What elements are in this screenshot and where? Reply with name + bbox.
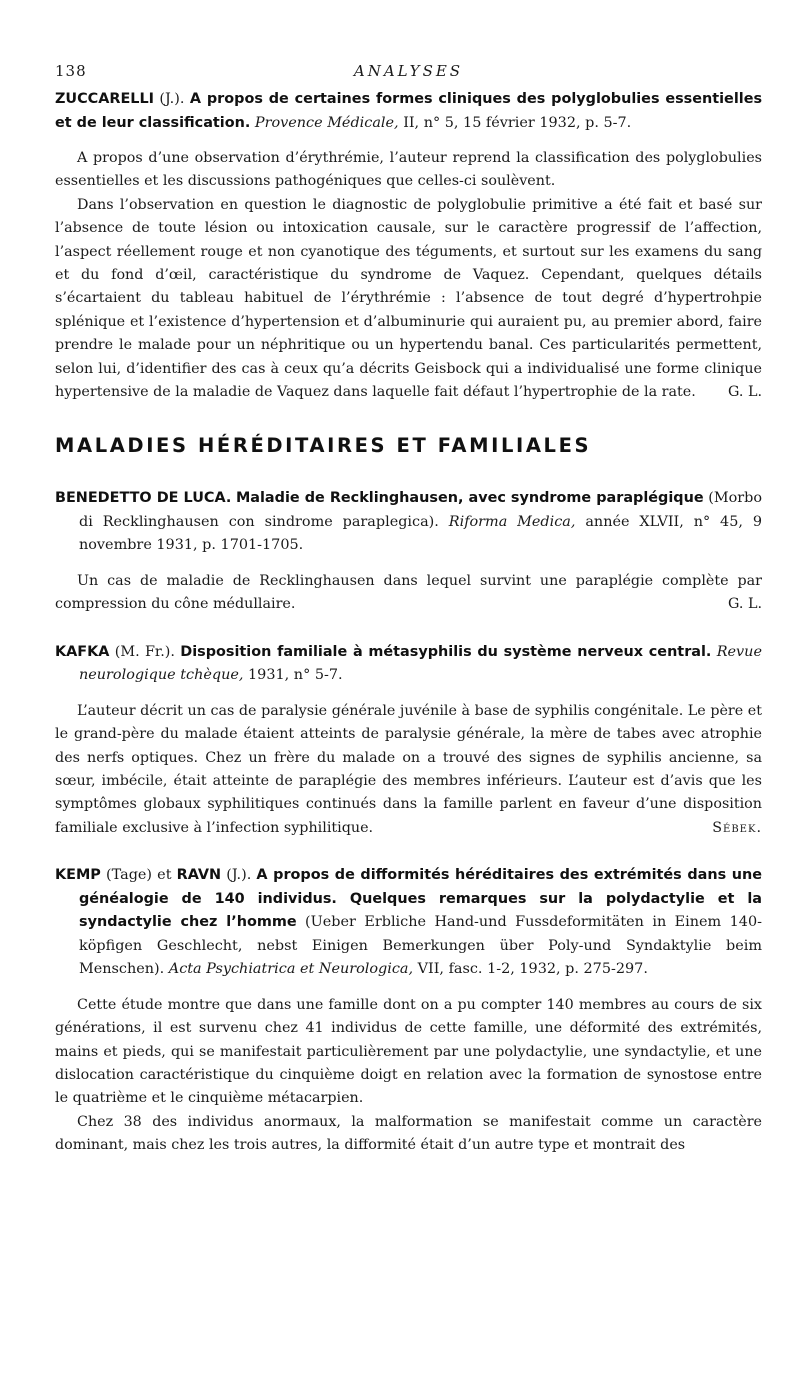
entry-heading xyxy=(55,487,762,558)
abstract-entry-zuccarelli xyxy=(55,88,762,404)
entry-title: A propos de difformités héréditaires des extrémités dans une généalogie de 140 individus. Quelques remarques sur la polydactylie et la syndactylie chez l’homme xyxy=(79,867,762,931)
entry-author-second: RAVN xyxy=(176,867,222,884)
entry-journal: Revue neurologique tchèque, xyxy=(79,643,762,684)
entry-citation: VII, fasc. 1-2, 1932, p. 275-297. xyxy=(417,961,648,978)
page-header xyxy=(55,62,762,88)
page xyxy=(55,62,762,1158)
entry-journal: Provence Médicale, xyxy=(254,114,399,131)
entry-title: Disposition familiale à métasyphilis du système nerveux central. xyxy=(180,643,712,660)
entry-author: BENEDETTO DE LUCA. xyxy=(55,490,232,507)
entry-paragraph xyxy=(55,570,762,617)
entry-paragraph-text: Un cas de maladie de Recklinghausen dans lequel survint une paraplégie complète par compression du cône médullaire. xyxy=(55,572,762,613)
entry-journal: Riforma Medica, xyxy=(448,513,576,530)
entry-signature: G. L. xyxy=(727,384,762,401)
abstract-entry-kafka xyxy=(55,641,762,840)
entry-heading xyxy=(55,641,762,688)
entry-citation: II, n° 5, 15 février 1932, p. 5-7. xyxy=(403,114,632,131)
entry-author: KEMP xyxy=(55,867,101,884)
entry-paragraph: Chez 38 des individus anormaux, la malformation se manifestait comme un caractère dominant, mais chez les trois autres, la difformité était d’un autre type et montrait des xyxy=(55,1113,762,1154)
entry-paragraph xyxy=(55,194,762,405)
entry-citation: 1931, n° 5-7. xyxy=(248,667,343,684)
entry-author-initials: (J.). xyxy=(159,91,185,107)
entry-heading xyxy=(55,864,762,982)
entry-author: KAFKA xyxy=(55,643,110,660)
entry-paragraph: A propos d’une observation d’érythrémie, l’auteur reprend la classification des polyglobulies essentielles et les discussions pathogéniques que celles-ci soulèvent. xyxy=(55,150,762,190)
entry-journal: Acta Psychiatrica et Neurologica, xyxy=(168,961,414,978)
running-head: ANALYSES xyxy=(353,62,464,80)
entry-paragraph-text: Dans l’observation en question le diagnostic de polyglobulie primitive a été fait et basé sur l’absence de toute lésion ou intoxication causale, sur le caractère progressif de l’affection, l’aspect réellement rouge et non cyanotique des téguments, et surtout sur les examens du sang et du fond d’œil, caractéristique du syndrome de Vaquez. Cependant, quelques détails s’écartaient du tableau habituel de l’érythrémie : l’absence de tout degré d’hypertrohpie splénique et l’existence d’hypertension et d’albuminurie qui auraient pu, au premier abord, faire prendre le malade pour un néphritique ou un hypertendu banal. Ces particularités permettent, selon lui, d’identifier des cas à ceux qu’a décrits Geisbock qui a individualisé une forme clinique hypertensive de la maladie de Vaquez dans laquelle fait défaut l’hypertrophie de la rate. xyxy=(55,196,762,401)
entry-author-initials: (J.). xyxy=(226,867,252,884)
page-number: 138 xyxy=(55,62,87,80)
abstract-entry-de-luca xyxy=(55,487,762,616)
entry-title: Maladie de Recklinghausen, avec syndrome paraplégique xyxy=(235,490,704,507)
entry-author-initials: (M. Fr.). xyxy=(114,643,175,660)
entry-signature: Sébek. xyxy=(712,819,762,836)
entry-heading xyxy=(55,88,762,135)
entry-original-title: (Morbo di Recklinghausen con sindrome paraplegica). xyxy=(79,490,763,530)
entry-author-connector: (Tage) et xyxy=(106,867,172,884)
entry-paragraph-text: L’auteur décrit un cas de paralysie générale juvénile à base de syphilis congénitale. Le père et le grand-père du malade étaient atteints de paralysie générale, la mère de tabes avec atrophie des nerfs optiques. Chez un frère du malade on a trouvé des signes de syphilis ancienne, sa sœur, imbécile, était atteinte de paraplégie des membres inférieurs. L’auteur est d’avis que les symptômes globaux syphilitiques continués dans la famille parlent en faveur d’une disposition familiale exclusive à l’infection syphilitique. xyxy=(55,702,762,836)
entry-paragraph: Cette étude montre que dans une famille dont on a pu compter 140 membres au cours de six générations, il est survenu chez 41 individus de cette famille, une déformité des extrémités, mains et pieds, qui se manifestait particulièrement par une polydactylie, une syndactylie, et une dislocation caractéristique du cinquième doigt en relation avec la formation de synostose entre le quatrième et le cinquième métacarpien. xyxy=(55,996,762,1107)
abstract-entry-kemp-ravn xyxy=(55,864,762,1157)
entry-author: ZUCCARELLI xyxy=(55,91,154,107)
entry-signature: G. L. xyxy=(727,596,762,613)
section-title: MALADIES HÉRÉDITAIRES ET FAMILIALES xyxy=(55,434,592,458)
entry-original-title: (Ueber Erbliche Hand-und Fussdeformitäten in Einem 140-köpfigen Geschlecht, nebst Einigen Bemerkungen über Poly-und Syndaktylie beim Menschen). xyxy=(79,914,762,978)
entry-citation: année XLVII, n° 45, 9 novembre 1931, p. 1701-1705. xyxy=(79,513,762,554)
entry-paragraph xyxy=(55,700,762,840)
entry-title: A propos de certaines formes cliniques des polyglobulies essentielles et de leur classification. xyxy=(55,91,763,131)
